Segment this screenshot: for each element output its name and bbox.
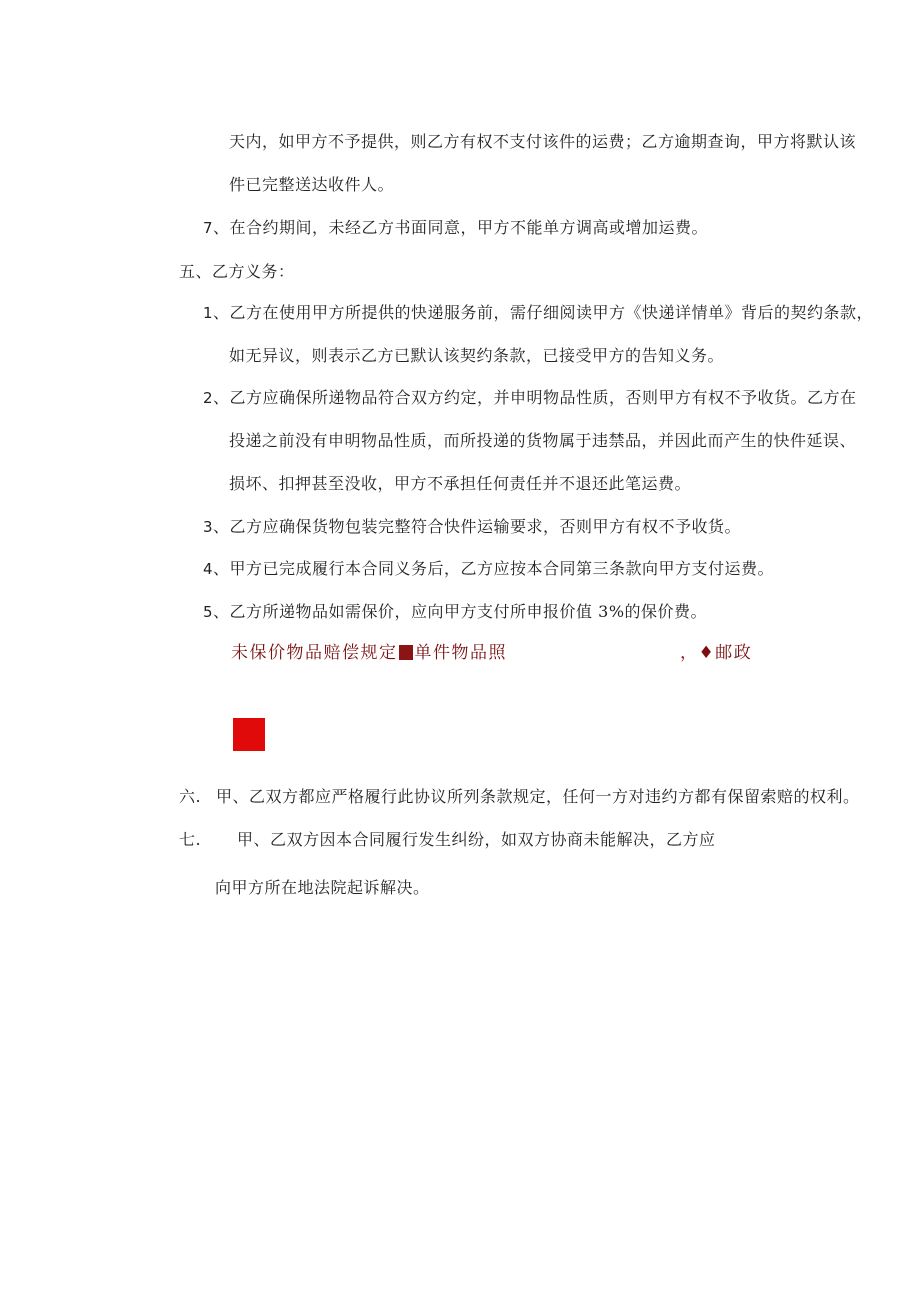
clause4-cont-line1: 天内，如甲方不予提供，则乙方有权不支付该件的运费；乙方逾期查询，甲方将默认该 — [229, 132, 857, 151]
section5-item-1-cont: 如无异议，则表示乙方已默认该契约条款，已接受甲方的告知义务。 — [229, 346, 725, 365]
item-number: 7 — [203, 219, 214, 237]
section7-label: 七. — [179, 830, 202, 849]
red-note-middle-text: 单件物品照 — [414, 643, 507, 663]
section5-item-4 — [203, 558, 774, 580]
section5-item-2-cont1: 投递之前没有申明物品性质，而所投递的货物属于违禁品，并因此而产生的快件延误、 — [229, 431, 857, 450]
section5-item-2-cont2: 损坏、扣押甚至没收，甲方不承担任何责任并不退还此笔运费。 — [229, 474, 692, 493]
section5-item-1 — [203, 302, 873, 324]
item-number: 3 — [203, 518, 214, 536]
item-text: 、乙方所递物品如需保价，应向甲方支付所申报价值 3%的保价费。 — [213, 602, 708, 621]
item-number: 4 — [203, 560, 214, 578]
section6-text: 甲、乙双方都应严格履行此协议所列条款规定，任何一方对违约方都有保留索赔的权利。 — [216, 787, 860, 806]
clause4-item-7 — [203, 217, 708, 239]
item-text: 、乙方应确保所递物品符合双方约定，并申明物品性质，否则甲方有权不予收货。乙方在 — [213, 388, 857, 407]
item-text: 、乙方应确保货物包装完整符合快件运输要求，否则甲方有权不予收货。 — [213, 517, 742, 536]
item-number: 5 — [203, 603, 214, 621]
section6-label: 六. — [179, 787, 202, 806]
item-number: 2 — [203, 389, 214, 407]
clause4-cont-line2: 件已完整送达收件人。 — [229, 175, 395, 194]
section7-text: 甲、乙双方因本合同履行发生纠纷，如双方协商未能解决，乙方应 — [237, 830, 716, 849]
section5-heading: 五、乙方义务： — [179, 262, 295, 281]
section5-item-5 — [203, 601, 707, 623]
red-note-left-text: 未保价物品赔偿规定 — [231, 643, 398, 663]
red-note-right: ，♦邮政 — [680, 643, 753, 663]
dark-square-mark — [399, 645, 413, 660]
red-square-mark — [233, 718, 265, 751]
item-text: 、甲方已完成履行本合同义务后，乙方应按本合同第三条款向甲方支付运费。 — [213, 559, 775, 578]
section7-cont: 向甲方所在地法院起诉解决。 — [215, 878, 430, 897]
item-text: 、乙方在使用甲方所提供的快递服务前，需仔细阅读甲方《快递详情单》背后的契约条款， — [213, 303, 874, 322]
item-text: 、在合约期间，未经乙方书面同意，甲方不能单方调高或增加运费。 — [213, 218, 709, 237]
section5-item-2 — [203, 387, 857, 409]
red-note-left — [231, 641, 507, 665]
item-number: 1 — [203, 304, 214, 322]
section5-item-3 — [203, 516, 741, 538]
